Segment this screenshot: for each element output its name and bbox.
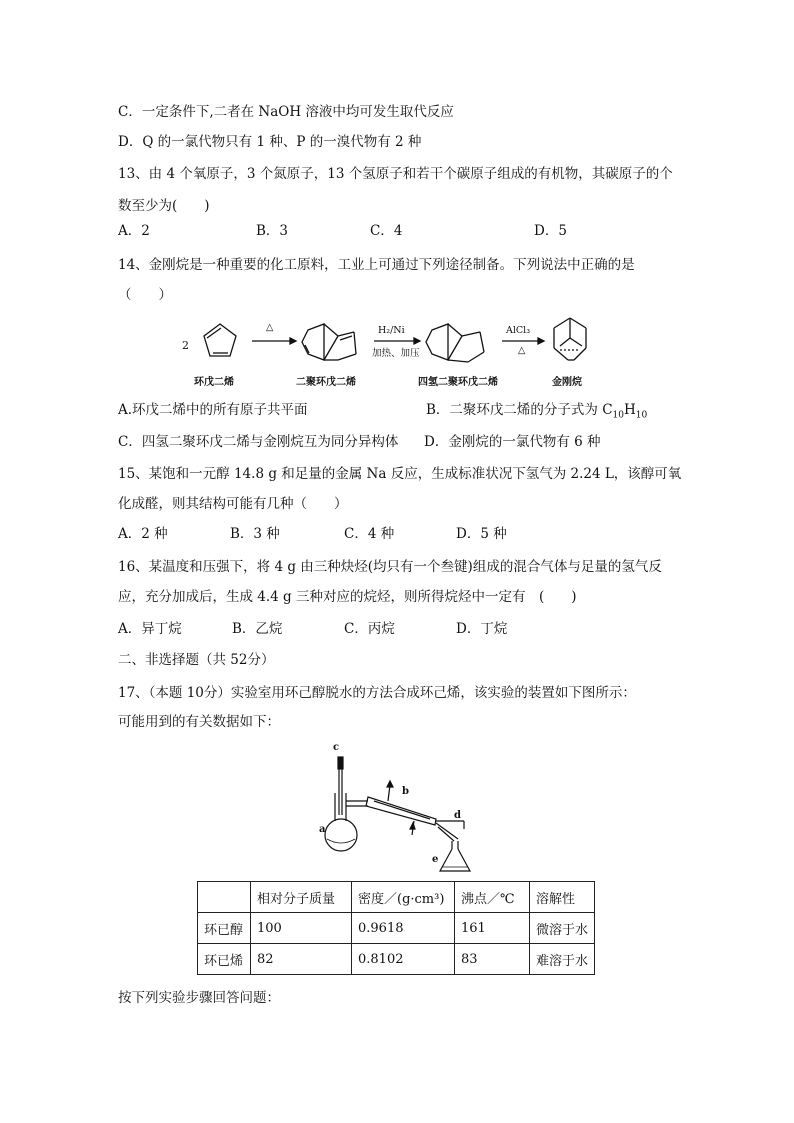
q17-stem-line1: 17、（本题 10分）实验室用环己醇脱水的方法合成环己烯，该实验的装置如下图所示： [118, 685, 636, 701]
table-header-cell: 溶解性 [530, 882, 595, 913]
table-cell: 100 [251, 913, 352, 944]
apparatus-label-e: e [432, 854, 439, 865]
q13-option-c: C．4 [370, 223, 403, 239]
q15-stem-line2: 化成醛，则其结构可能有几种（ ） [118, 496, 348, 512]
reaction-scheme [178, 316, 608, 390]
apparatus-label-c: c [333, 742, 340, 753]
table-header-row [198, 882, 595, 913]
q13-stem-line2: 数至少为( ) [118, 198, 210, 214]
q14-option-d: D．金刚烷的一氯代物有 6 种 [424, 434, 601, 450]
properties-table [197, 881, 595, 975]
q16-option-a: A．异丁烷 [118, 621, 182, 637]
q15-option-d: D．5 种 [456, 526, 507, 542]
table-cell: 环已醇 [198, 913, 251, 944]
table-cell: 0.8102 [352, 944, 455, 975]
q16-option-b: B．乙烷 [232, 621, 283, 637]
q13-option-d: D．5 [534, 223, 567, 239]
q14-stem-line2: （ ） [118, 287, 172, 303]
q13-option-b: B．3 [256, 223, 289, 239]
arrow2-condition-bottom: 加热、加压 [372, 348, 420, 359]
q15-stem-line1: 15、某饱和一元醇 14.8 g 和足量的金属 Na 反应，生成标准状况下氢气为 2.24 L，该醇可氧 [118, 466, 682, 482]
table-row [198, 913, 595, 944]
arrow3-condition-bottom: △ [518, 345, 526, 356]
scheme-coefficient: 2 [182, 339, 189, 352]
table-cell: 0.9618 [352, 913, 455, 944]
apparatus-label-a: a [319, 824, 326, 835]
table-header-cell: 密度／(g·cm³) [352, 882, 455, 913]
q14-option-b: B．二聚环戊二烯的分子式为 $C_{10}H_{10}$ [426, 402, 648, 421]
table-row [198, 944, 595, 975]
section-heading: 二、非选择题（共 52分） [118, 652, 275, 668]
q14-option-a: A.环戊二烯中的所有原子共平面 [118, 402, 308, 418]
apparatus-label-b: b [402, 786, 409, 797]
q12-option-c: C．一定条件下,二者在 NaOH 溶液中均可发生取代反应 [118, 104, 454, 120]
q16-stem-line2: 应，充分加成后，生成 4.4 g 三种对应的烷烃，则所得烷烃中一定有 ( ) [118, 589, 577, 605]
table-header-cell: 相对分子质量 [251, 882, 352, 913]
q15-option-b: B．3 种 [230, 526, 280, 542]
q16-option-d: D．丁烷 [456, 621, 508, 637]
q17-footer: 按下列实验步骤回答问题： [118, 990, 280, 1006]
table-cell: 83 [455, 944, 530, 975]
apparatus-label-d: d [454, 810, 461, 821]
label-adamantane: 金刚烷 [552, 377, 582, 388]
arrow3-condition-top: AlCl₃ [506, 325, 531, 336]
q15-option-a: A．2 种 [118, 526, 168, 542]
q15-option-c: C．4 种 [344, 526, 395, 542]
label-tetrahydrodicyclopentadiene: 四氢二聚环戊二烯 [418, 377, 498, 388]
arrow1-condition: △ [266, 322, 274, 333]
table-cell: 环已烯 [198, 944, 251, 975]
label-dicyclopentadiene: 二聚环戊二烯 [296, 377, 356, 388]
table-header-cell: 沸点／℃ [455, 882, 530, 913]
q14-stem-line1: 14、金刚烷是一种重要的化工原料，工业上可通过下列途径制备。下列说法中正确的是 [118, 257, 635, 273]
q16-option-c: C．丙烷 [344, 621, 395, 637]
distillation-apparatus [318, 743, 486, 879]
label-cyclopentadiene: 环戊二烯 [194, 377, 234, 388]
q14-option-c: C．四氢二聚环戊二烯与金刚烷互为同分异构体 [118, 434, 399, 450]
q13-option-a: A．2 [118, 223, 150, 239]
table-cell: 微溶于水 [530, 913, 595, 944]
q12-option-d: D．Q 的一氯代物只有 1 种、P 的一溴代物有 2 种 [118, 134, 422, 150]
table-cell: 难溶于水 [530, 944, 595, 975]
q17-stem-line2: 可能用到的有关数据如下： [118, 714, 280, 730]
q13-stem-line1: 13、由 4 个氧原子，3 个氮原子，13 个氢原子和若干个碳原子组成的有机物，其碳原子的个 [118, 166, 673, 182]
arrow2-condition-top: H₂/Ni [378, 325, 405, 336]
table-cell: 82 [251, 944, 352, 975]
table-cell: 161 [455, 913, 530, 944]
table-header-cell [198, 882, 251, 913]
q16-stem-line1: 16、某温度和压强下，将 4 g 由三种炔烃(均只有一个叁键)组成的混合气体与足量的氢气反 [118, 559, 662, 575]
